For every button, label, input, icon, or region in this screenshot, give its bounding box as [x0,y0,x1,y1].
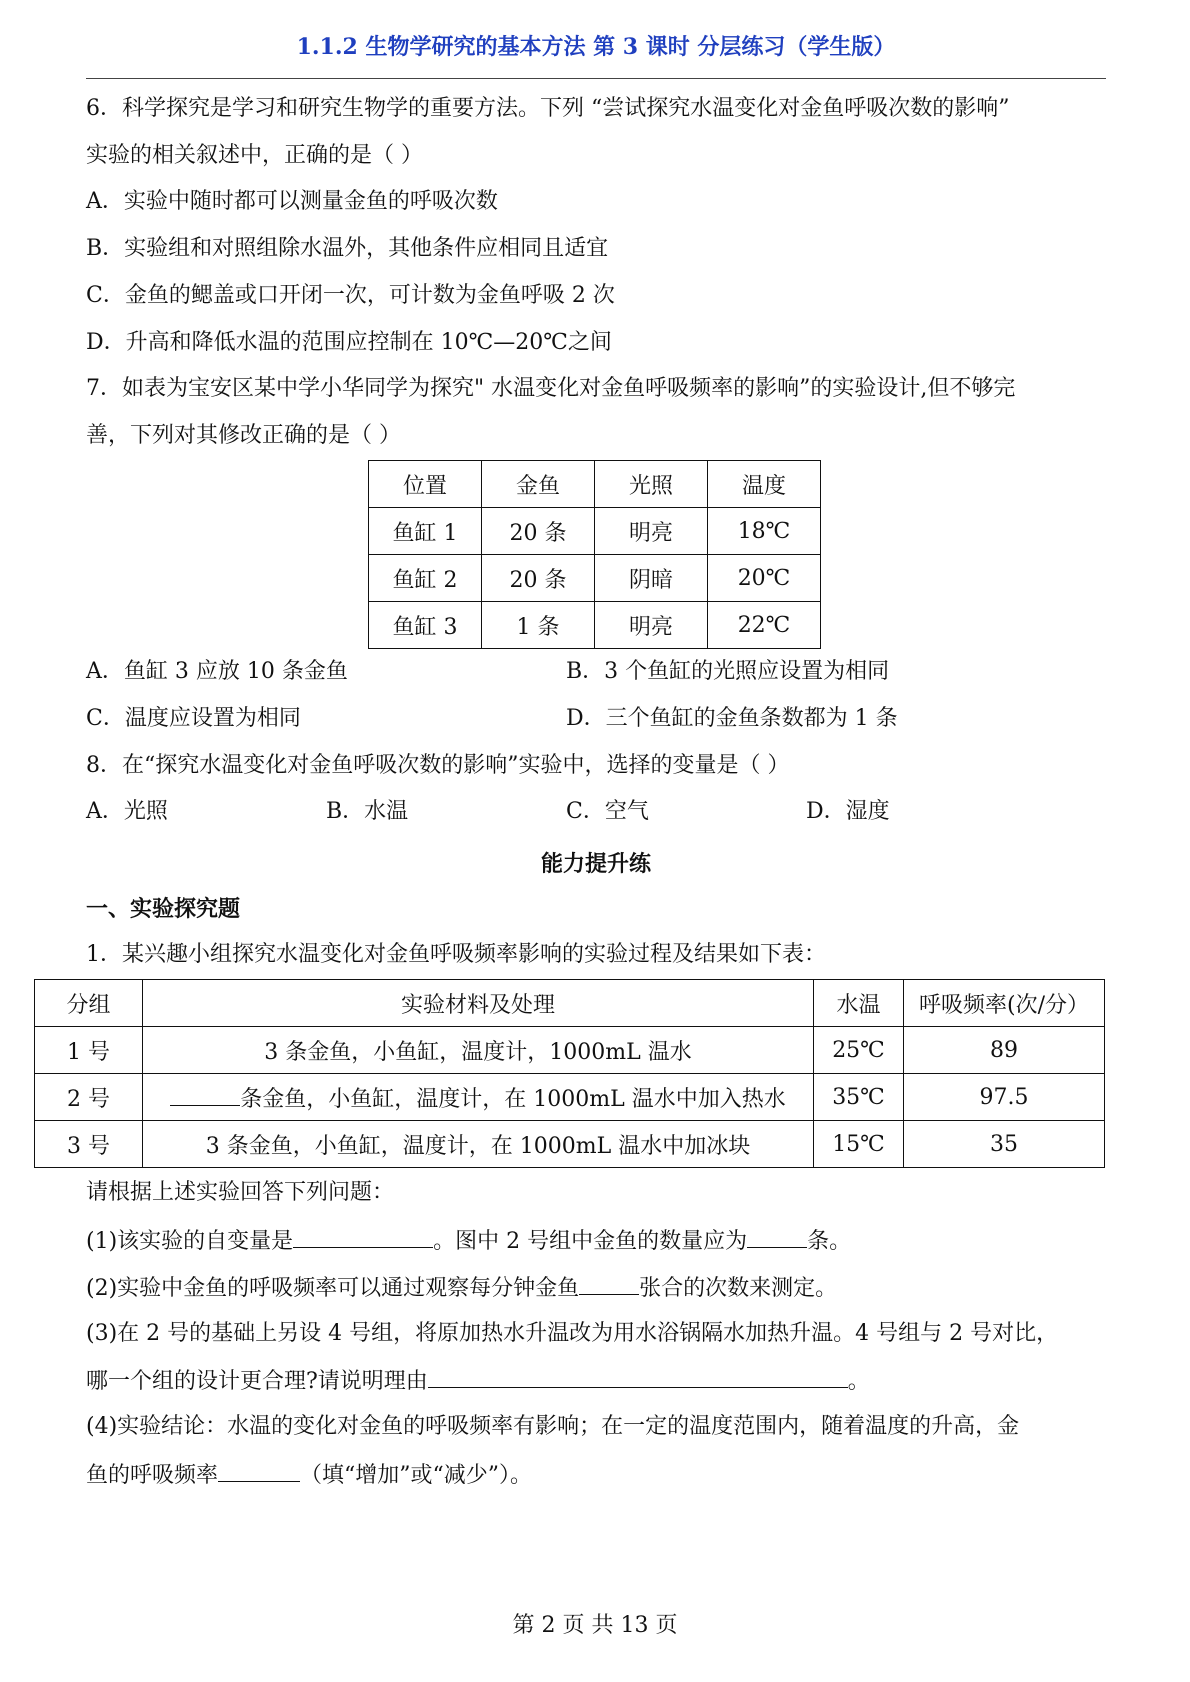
q6-stem-line2: 实验的相关叙述中，正确的是（ ） [86,143,423,168]
fish-count-blank[interactable] [170,1083,240,1106]
table-cell: 89 [904,1027,1105,1074]
table-header-cell: 分组 [35,980,143,1027]
q7-option-d: D．三个鱼缸的金鱼条数都为 1 条 [566,706,898,731]
q6-option-a: A．实验中随时都可以测量金鱼的呼吸次数 [86,189,498,214]
q6-option-d: D．升高和降低水温的范围应控制在 10℃—20℃之间 [86,330,612,355]
q8-option-d: D．湿度 [806,799,890,824]
table-cell: 15℃ [814,1121,904,1168]
q1-part4-text-b: （填“增加”或“减少”）。 [300,1463,533,1488]
table-header-cell: 光照 [595,461,708,508]
table-header-cell: 温度 [708,461,821,508]
table-row [35,1074,1105,1121]
table-cell: 3 条金鱼，小鱼缸，温度计，在 1000mL 温水中加冰块 [143,1121,814,1168]
table-cell: 3 条金鱼，小鱼缸，温度计，1000mL 温水 [143,1027,814,1074]
q7-stem-line1: 7．如表为宝安区某中学小华同学为探究" 水温变化对金鱼呼吸频率的影响”的实验设计,但不够完 [86,376,1016,401]
q8-option-c: C．空气 [566,799,649,824]
q1-part4-line1: (4)实验结论：水温的变化对金鱼的呼吸频率有影响；在一定的温度范围内，随着温度的升高，金 [86,1414,1020,1439]
table-header-cell: 金鱼 [482,461,595,508]
table-cell: 20 条 [482,555,595,602]
subsection-title: 一、实验探究题 [86,896,241,922]
table-cell: 明亮 [595,602,708,649]
table-cell: 鱼缸 3 [369,602,482,649]
q1-part2-text-b: 张合的次数来测定。 [639,1276,838,1301]
q6-option-c: C．金鱼的鳃盖或口开闭一次，可计数为金鱼呼吸 2 次 [86,283,615,308]
answer-blank-count[interactable] [747,1225,807,1248]
table-cell: 35 [904,1121,1105,1168]
q1-prompt: 请根据上述实验回答下列问题： [86,1180,395,1205]
q7-option-c: C．温度应设置为相同 [86,706,301,731]
table-cell: 20℃ [708,555,821,602]
q1-part2-text-a: (2)实验中金鱼的呼吸频率可以通过观察每分钟金鱼 [86,1276,580,1301]
answer-blank-organ[interactable] [579,1272,639,1295]
q1-part3-line1: (3)在 2 号的基础上另设 4 号组，将原加热水升温改为用水浴锅隔水加热升温。4 号组与 2 号对比， [86,1321,1059,1346]
table-cell: 97.5 [904,1074,1105,1121]
table-header-cell: 实验材料及处理 [143,980,814,1027]
table-header-cell: 位置 [369,461,482,508]
q1-intro: 1．某兴趣小组探究水温变化对金鱼呼吸频率影响的实验过程及结果如下表： [86,942,826,967]
table-row [35,1121,1105,1168]
q7-option-b: B．3 个鱼缸的光照应设置为相同 [566,659,890,684]
q7-option-a: A．鱼缸 3 应放 10 条金鱼 [86,659,348,684]
q1-part3-line2 [86,1365,870,1397]
table-header-row [369,461,821,508]
table-cell: 1 条 [482,602,595,649]
table-cell [143,1074,814,1121]
table-cell: 明亮 [595,508,708,555]
q8-option-b: B．水温 [326,799,409,824]
q1-part4-line2 [86,1459,532,1491]
q1-part1-text-a: (1)该实验的自变量是 [86,1229,294,1254]
q1-part3-text-b: 。 [847,1369,870,1394]
q1-part1-text-b: 。图中 2 号组中金鱼的数量应为 [433,1229,748,1254]
table-cell: 阴暗 [595,555,708,602]
table-row [369,555,821,602]
table-header-cell: 呼吸频率(次/分） [904,980,1105,1027]
table-cell: 1 号 [35,1027,143,1074]
page-number: 第 2 页 共 13 页 [512,1613,678,1638]
q7-stem-line2: 善，下列对其修改正确的是（ ） [86,423,401,448]
q1-part1-text-c: 条。 [807,1229,852,1254]
table-cell: 2 号 [35,1074,143,1121]
table-cell: 18℃ [708,508,821,555]
table-cell: 20 条 [482,508,595,555]
experiment-table [34,979,1105,1168]
section-title: 能力提升练 [540,851,651,877]
q6-stem-line1: 6．科学探究是学习和研究生物学的重要方法。下列 “尝试探究水温变化对金鱼呼吸次数的影响” [86,96,1010,121]
q8-option-a: A．光照 [86,799,168,824]
q1-part1 [86,1225,851,1257]
page-header-title: 1.1.2 生物学研究的基本方法 第 3 课时 分层练习（学生版） [296,34,896,60]
table-row [369,602,821,649]
q1-part4-text-a: 鱼的呼吸频率 [86,1463,219,1488]
q6-option-b: B．实验组和对照组除水温外，其他条件应相同且适宜 [86,236,609,261]
q7-table [368,460,821,649]
header-divider [86,78,1106,79]
table-cell: 35℃ [814,1074,904,1121]
table-cell: 鱼缸 1 [369,508,482,555]
table-cell: 3 号 [35,1121,143,1168]
table-cell: 鱼缸 2 [369,555,482,602]
answer-blank-variable[interactable] [293,1225,433,1248]
q1-part3-text-a: 哪一个组的设计更合理?请说明理由 [86,1369,428,1394]
table-row [369,508,821,555]
table-row [35,1027,1105,1074]
table-cell-text: 条金鱼，小鱼缸，温度计，在 1000mL 温水中加入热水 [240,1086,786,1112]
q8-stem: 8．在“探究水温变化对金鱼呼吸次数的影响”实验中，选择的变量是（ ） [86,753,790,778]
answer-blank-trend[interactable] [218,1459,300,1482]
table-cell: 25℃ [814,1027,904,1074]
answer-blank-reason[interactable] [428,1365,848,1388]
q1-part2 [86,1272,837,1304]
table-header-cell: 水温 [814,980,904,1027]
table-cell: 22℃ [708,602,821,649]
table-header-row [35,980,1105,1027]
